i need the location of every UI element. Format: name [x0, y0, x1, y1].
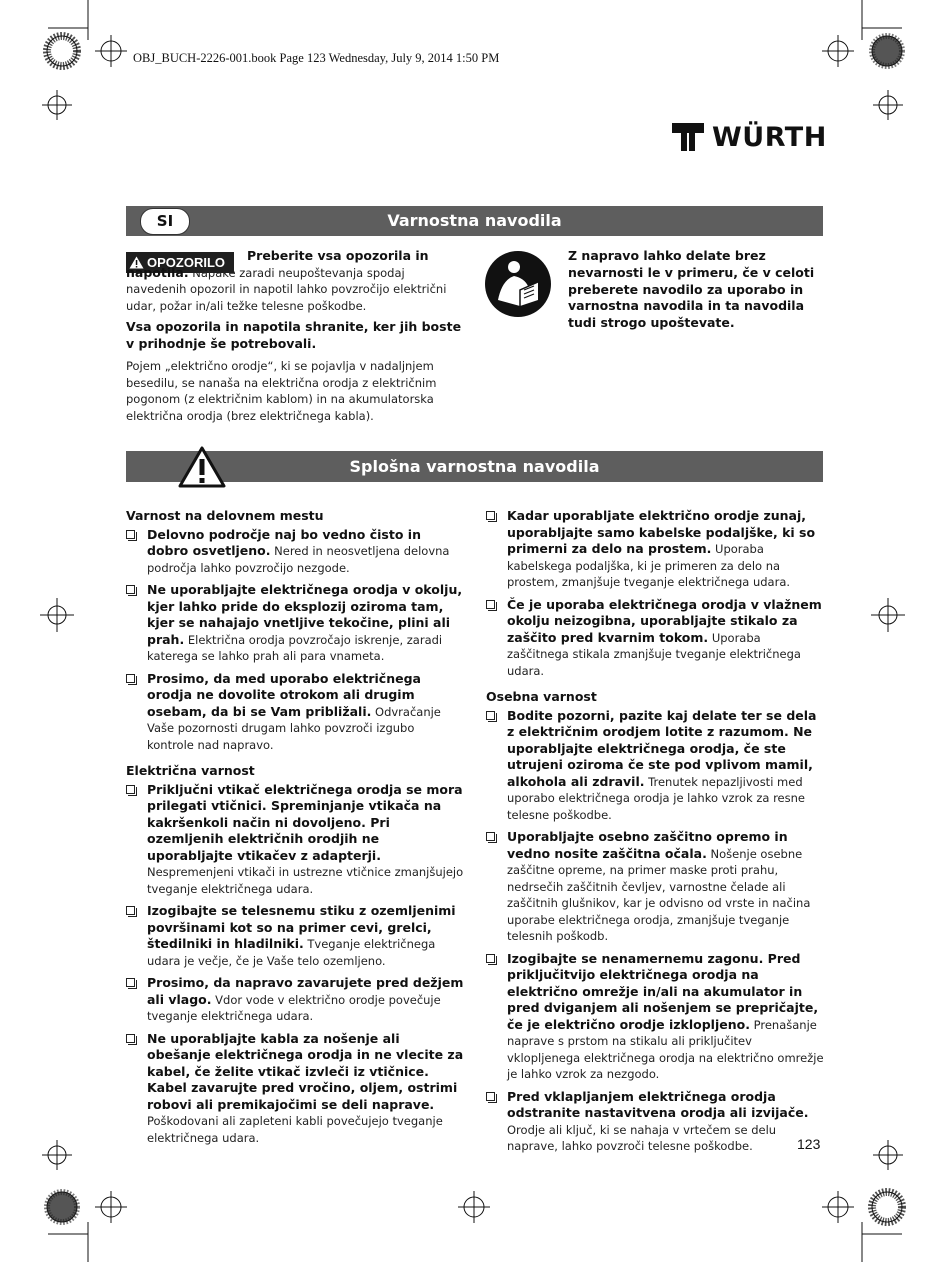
checkbox-bullet-icon — [126, 785, 135, 794]
warning-label-text: OPOZORILO — [147, 255, 225, 270]
checkbox-bullet-icon — [486, 832, 495, 841]
item-bold-text: Delovno področje naj bo vedno čisto in dobro osvetljeno. — [147, 526, 421, 558]
read-manual-icon — [484, 250, 552, 318]
list-item — [126, 1031, 464, 1147]
section-title-bar — [126, 206, 823, 236]
item-text: Poškodovani ali zapleteni kabli povečujejo tveganje električnega udara. — [147, 1114, 443, 1145]
keep-instructions: Vsa opozorila in napotila shranite, ker jih boste v prihodnje še potrebovali. — [126, 319, 462, 351]
item-text: Prenašanje naprave s prstom na stikalu ali priključitev vklopljenega električnega orodja na električno omrežje je lahko vzrok za nezgodo. — [507, 1017, 824, 1081]
list-item — [486, 951, 824, 1083]
warning-text: Napake zaradi neupoštevanja spodaj navedenih opozoril in napotil lahko povzročijo električni udar, požar in/ali težke telesne poškodbe. — [126, 265, 447, 313]
list-item — [486, 508, 824, 591]
list-item — [126, 582, 464, 665]
list-item — [486, 1089, 824, 1155]
item-text: Odvračanje Vaše pozornosti drugam lahko povzroči izgubo kontrole nad napravo. — [147, 704, 441, 752]
wurth-logo — [672, 121, 827, 153]
right-column — [486, 508, 824, 1161]
warning-text-block — [126, 248, 464, 424]
item-bold-text: Pred vklapljanjem električnega orodja odstranite nastavitvena orodja ali izvijače. — [507, 1088, 809, 1120]
item-text: Nošenje osebne zaščitne opreme, na primer maske proti prahu, nedrsečih zaščitnih čevljev, varnostne čelade ali zaščitnih glušnikov, kar je odvisno od vrste in načina uporabe električnega orodja, zmanjšuje tveganje telesnih poškodb. — [507, 846, 811, 943]
item-bold-text: Kadar uporabljate električno orodje zunaj, uporabljajte samo kabelske podaljške, ki so primerni za delo na prostem. — [507, 508, 816, 556]
manual-notice: Z napravo lahko delate brez nevarnosti le v primeru, če v celoti preberete navodilo za uporabo in varnostna navodila in ta navodila tudi strogo upoštevate. — [568, 248, 815, 331]
wurth-logo-icon — [672, 121, 704, 153]
section-title-2: Splošna varnostna navodila — [349, 457, 600, 476]
checkbox-bullet-icon — [486, 954, 495, 963]
item-text: Trenutek nepazljivosti med uporabo električnega orodja je lahko vzrok za resne telesne poškodbe. — [507, 774, 805, 822]
term-definition: Pojem „električno orodje“, ki se pojavlja v nadaljnjem besedilu, se nanaša na električna orodja z električnim pogonom (z električnim kablom) in na akumulatorska električna orodja (brez električnega kabla). — [126, 359, 437, 423]
item-text: Nered in neosvetljena delovna področja lahko povzročijo nezgode. — [147, 544, 450, 575]
list-item — [126, 671, 464, 754]
left-column — [126, 508, 464, 1152]
checkbox-bullet-icon — [486, 600, 495, 609]
list-item — [126, 782, 464, 898]
item-bold-text: Izogibajte se nenamernemu zagonu. Pred priključitvijo električnega orodja na električno omrežje in/ali na akumulator in pred dviganjem ali nošenjem se prepričajte, če je električno orodje izklopljeno. — [507, 950, 819, 1032]
checkbox-bullet-icon — [486, 1092, 495, 1101]
checkbox-bullet-icon — [126, 674, 135, 683]
checkbox-bullet-icon — [126, 530, 135, 539]
list-item — [126, 975, 464, 1025]
item-text: Uporaba zaščitnega stikala zmanjšuje tveganje električnega udara. — [507, 630, 801, 678]
language-badge: SI — [140, 208, 190, 235]
subsection-heading: Varnost na delovnem mestu — [126, 508, 324, 523]
checkbox-bullet-icon — [126, 585, 135, 594]
checkbox-bullet-icon — [486, 511, 495, 520]
checkbox-bullet-icon — [126, 1034, 135, 1043]
item-text: Uporaba kabelskega podaljška, ki je primeren za delo na prostem, zmanjšuje tveganje električnega udara. — [507, 542, 791, 589]
book-header-line: OBJ_BUCH-2226-001.book Page 123 Wednesday, July 9, 2014 1:50 PM — [133, 51, 500, 65]
subsection-heading: Osebna varnost — [486, 689, 597, 704]
item-text: Orodje ali ključ, ki se nahaja v vrtečem se delu naprave, lahko povzroči telesne poškodbe. — [507, 1122, 777, 1153]
checkbox-bullet-icon — [126, 906, 135, 915]
subsection-heading: Električna varnost — [126, 763, 255, 778]
item-bold-text: Če je uporaba električnega orodja v vlažnem okolju neizogibna, uporabljajte stikalo za zaščito pred kvarnim tokom. — [507, 596, 822, 645]
item-bold-text: Prosimo, da napravo zavarujete pred dežjem ali vlago. — [147, 975, 464, 1007]
item-bold-text: Bodite pozorni, pazite kaj delate ter se dela z električnim orodjem lotite z razumom. Ne uporabljajte električnega orodja, če ste utrujeni oziroma če ste pod vplivom mamil, alkohola ali zdravil. — [507, 707, 817, 789]
page-number: 123 — [797, 1136, 821, 1152]
item-bold-text: Ne uporabljajte električnega orodja v okolju, kjer lahko pride do eksplozij oziroma tam, kjer se nahajajo vnetljive tekočine, plini ali prah. — [147, 582, 463, 647]
section-title-bar-2 — [126, 451, 823, 482]
logo-text: WÜRTH — [712, 121, 827, 153]
list-item — [486, 597, 824, 680]
item-text: Električna orodja povzročajo iskrenje, zaradi katerega se lahko prah ali para vnameta. — [147, 632, 443, 663]
item-text: Vdor vode v električno orodje povečuje tveganje električnega udara. — [147, 992, 441, 1023]
checkbox-bullet-icon — [126, 978, 135, 987]
item-bold-text: Prosimo, da med uporabo električnega orodja ne dovolite otrokom ali drugim osebam, da bi se Vam približali. — [147, 670, 421, 719]
warning-triangle-icon — [178, 446, 226, 488]
item-bold-text: Uporabljajte osebno zaščitno opremo in vedno nosite zaščitna očala. — [507, 829, 788, 861]
item-bold-text: Ne uporabljajte kabla za nošenje ali obešanje električnega orodja in ne vlecite za kabel, če želite vtikač izvleči iz vtičnice. Kabel zavarujte pred vročino, oljem, ostrimi robovi ali premikajočimi se deli naprave. — [147, 1030, 464, 1112]
list-item — [126, 527, 464, 577]
item-bold-text: Izogibajte se telesnemu stiku z ozemljenimi površinami kot so na primer cevi, grelci, štedilniki in hladilniki. — [147, 903, 456, 951]
item-bold-text: Priključni vtikač električnega orodja se mora prilegati vtičnici. Spreminjanje vtikača na kakršenkoli način ni dovoljeno. Pri ozemljenih električnih orodjih ne uporabljajte vtikačev z adapterji. — [147, 781, 463, 863]
list-item — [126, 903, 464, 969]
item-text: Nespremenjeni vtikači in ustrezne vtičnice zmanjšujejo tveganje električnega udara. — [147, 865, 464, 896]
item-text: Tveganje električnega udara je večje, če je Vaše telo ozemljeno. — [147, 937, 436, 968]
list-item — [486, 829, 824, 945]
section-title: Varnostna navodila — [387, 211, 562, 230]
warning-bold: Preberite vsa opozorila in napotila. — [126, 248, 429, 280]
list-item — [486, 708, 824, 824]
checkbox-bullet-icon — [486, 711, 495, 720]
